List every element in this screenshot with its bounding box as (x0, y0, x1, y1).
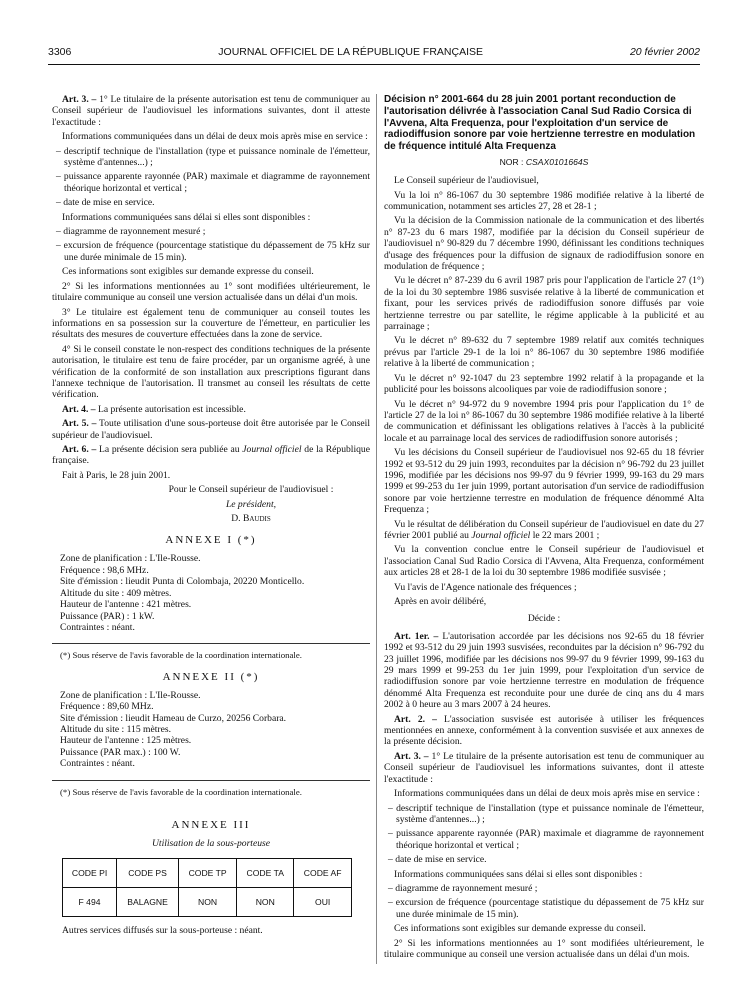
annex-line: Hauteur de l'antenne : 421 mètres. (60, 599, 192, 611)
table-header: CODE TA (237, 858, 294, 887)
paragraph-2: 2° Si les informations mentionnées au 1° sont modifiées ultérieurement, le titulaire communique au conseil une version actualisée dans un délai d'un mois. (384, 937, 704, 960)
list-item: – excursion de fréquence (pourcentage statistique du dépassement de 75 kHz sur une durée minimale de 15 min). (388, 897, 704, 920)
article-2: Art. 2. – L'association susvisée est autorisée à utiliser les fréquences mentionnées en annexe, conformément à la convention susvisée et aux annexes de la présente décision. (384, 713, 704, 748)
decision-title: Décision n° 2001-664 du 28 juin 2001 portant reconduction de l'autorisation délivrée à l'association Canal Sud Radio Corsica di l'Avvena, Alta Frequenza, pour l'exploitation d'un service de radiodiffusion sonore par voie hertzienne terrestre en modulation de fréquence intitulé Alta Frequenza (384, 94, 696, 153)
visa: Vu le décret n° 87-239 du 6 avril 1987 pris pour l'application de l'article 27 (1°) de la loi du 30 septembre 1986 susvisée relative à la liberté de communication et fixant, pour les services privés de radiodiffusion sonore diffusés par voie hertzienne terrestre ou par satellite, le régime applicable à la publicité et au parrainage ; (384, 275, 704, 333)
visa-anf: Vu l'avis de l'Agence nationale des fréquences ; (394, 581, 577, 593)
annex-1-title: ANNEXE I (*) (165, 534, 257, 547)
right-column (384, 94, 704, 963)
annex-line: Altitude du site : 409 mètres. (60, 587, 172, 599)
signatory-name: D. Baudis (231, 513, 271, 524)
info-delay-text: Informations communiquées dans un délai de deux mois après mise en service : (394, 788, 700, 800)
table-cell: NON (237, 887, 294, 916)
visa-journal: Vu le résultat de délibération du Conseil supérieur de l'audiovisuel en date du 27 février 2001 publié au Journal officiel le 22 mars 2001 ; (384, 518, 704, 541)
annex-line: Puissance (PAR) : 1 kW. (60, 610, 155, 622)
visa: Vu les décisions du Conseil supérieur de l'audiovisuel nos 92-65 du 18 février 1992 et 93-512 du 29 juin 1993, reconduites par la décision n° 96-792 du 23 juillet 1996, modifiée par les décisions nos 99-97 du 9 février 1999, 99-163 du 29 mars 1999 et 99-253 du 1er juin 1999, portant autorisation d'un service de radiodiffusion sonore par voie hertzienne terrestre en modulation de fréquence dénommé Alta Frequenza ; (384, 447, 704, 516)
table-cell: NON (179, 887, 237, 916)
intro: Le Conseil supérieur de l'audiovisuel, (394, 175, 539, 187)
annex-line: Puissance (PAR max.) : 100 W. (60, 746, 181, 758)
table-header: CODE PS (117, 858, 179, 887)
article-1: Art. 1er. – L'autorisation accordée par les décisions nos 92-65 du 18 février 1992 et 93-512 du 29 juin 1993 susvisées, reconduites par la décision n° 96-792 du 23 juillet 1996, modifiée par les décisions nos 99-97 du 9 février 1999, 99-163 du 29 mars 1999 et 99-253 du 1er juin 1999, pour l'exploitation d'un service de radiodiffusion sonore par voie hertzienne terrestre en modulation de fréquence dénommé Alta Frequenza est reconduite pour une durée de cinq ans du 4 mars 2002 à 0 heure au 3 mars 2007 à 24 heures. (384, 630, 704, 711)
info-request-text: Ces informations sont exigibles sur demande expresse du conseil. (394, 923, 646, 935)
list-item: – descriptif technique de l'installation (type et puissance nominale de l'émetteur, système d'antennes...) ; (56, 145, 370, 169)
list-item: – date de mise en service. (56, 197, 155, 209)
page-number: 3306 (48, 46, 72, 58)
list-item: – diagramme de rayonnement mesuré ; (56, 226, 206, 238)
list-item: – puissance apparente rayonnée (PAR) maximale et diagramme de rayonnement théorique horizontal et vertical ; (388, 828, 704, 851)
annex-2-title: ANNEXE II (*) (162, 670, 260, 683)
visa: Vu la loi n° 86-1067 du 30 septembre 1986 modifiée relative à la liberté de communication, notamment ses articles 27, 28 et 28-1 ; (384, 189, 704, 213)
visa: Vu la décision de la Commission nationale de la communication et des libertés n° 87-23 du 6 mars 1987, modifiée par la décision du Conseil supérieur de l'audiovisuel n° 90-829 du 7 décembre 1990, définissant les conditions techniques d'usage des fréquences pour la diffusion de signaux de radiodiffusion sonore en modulation de fréquence ; (384, 215, 704, 273)
decide-heading: Décide : (527, 613, 561, 625)
article-3: Art. 3. – 1° Le titulaire de la présente autorisation est tenu de communiquer au Conseil supérieur de l'audiovisuel les informations suivantes, dont il atteste l'exactitude : (384, 750, 704, 785)
visa: Vu le décret n° 89-632 du 7 septembre 1989 relatif aux comités techniques prévus par l'article 29-1 de la loi n° 86-1067 du 30 septembre 1986 modifiée relative à la liberté de communication ; (384, 335, 704, 370)
table-header: CODE AF (294, 858, 352, 887)
table-header: CODE TP (179, 858, 237, 887)
nor-reference: NOR : CSAX0101664S (499, 156, 589, 167)
left-column (52, 94, 370, 939)
table-cell: F 494 (63, 887, 117, 916)
page-header (48, 46, 700, 62)
signature-line-2: Le président, (225, 498, 277, 510)
list-item: – descriptif technique de l'installation (type et puissance nominale de l'émetteur, système d'antennes...) ; (388, 802, 704, 825)
info-delay-list (52, 146, 370, 209)
annex-1-details (52, 553, 370, 633)
annex-2-details (52, 690, 370, 770)
list-item: – date de mise en service. (388, 854, 487, 866)
list-item: – diagramme de rayonnement mesuré ; (388, 882, 538, 894)
annex-3-subtitle: Utilisation de la sous-porteuse (151, 838, 271, 850)
paragraph-2: 2° Si les informations mentionnées au 1° sont modifiées ultérieurement, le titulaire communique au conseil une version actualisée dans un délai d'un mois. (52, 280, 370, 304)
annex-line: Zone de planification : L'Ile-Rousse. (60, 689, 201, 701)
table-header: CODE PI (63, 858, 117, 887)
deliberation: Après en avoir délibéré, (394, 596, 487, 608)
table-row (63, 887, 352, 916)
paragraph-3: 3° Le titulaire est également tenu de communiquer au conseil toutes les informations en sa possession sur la couverture de l'émetteur, en particulier les résultats des mesures de couverture effectuées dans la zone de service. (52, 306, 370, 341)
visa: Vu le décret n° 92-1047 du 23 septembre 1992 relatif à la propagande et la publicité pour les boissons alcooliques par voie de radiodiffusion sonore ; (384, 372, 704, 396)
footnote-rule (52, 780, 370, 781)
table-cell: BALAGNE (117, 887, 179, 916)
info-request-text: Ces informations sont exigibles sur demande expresse du conseil. (62, 266, 314, 278)
info-nodelay-list (52, 226, 370, 263)
header-rule (48, 64, 700, 65)
visa-convention: Vu la convention conclue entre le Conseil supérieur de l'audiovisuel et l'association Canal Sud Radio Corsica di l'Avvena, Alta Frequenza, conformément aux articles 28 et 28-1 de la loi du 30 septembre 1986 modifiée susvisée ; (384, 544, 704, 579)
info-delay-text: Informations communiquées dans un délai de deux mois après mise en service : (62, 131, 368, 143)
journal-title: JOURNAL OFFICIEL DE LA RÉPUBLIQUE FRANÇAISE (218, 46, 483, 58)
info-nodelay-text: Informations communiquées sans délai si elles sont disponibles : (394, 868, 643, 880)
list-item: – puissance apparente rayonnée (PAR) maximale et diagramme de rayonnement théorique horizontal et vertical ; (56, 171, 370, 194)
annex-line: Hauteur de l'antenne : 125 mètres. (60, 735, 192, 747)
subcarrier-table (62, 858, 352, 917)
info-delay-list (384, 803, 704, 866)
info-nodelay-text: Informations communiquées sans délai si elles sont disponibles : (62, 211, 311, 223)
annex-line: Contraintes : néant. (60, 758, 135, 770)
article-3: Art. 3. – 1° Le titulaire de la présente autorisation est tenu de communiquer au Conseil supérieur de l'audiovisuel les informations suivantes, dont il atteste l'exactitude : (52, 94, 370, 128)
paragraph-4: 4° Si le conseil constate le non-respect des conditions techniques de la présente autorisation, le titulaire est tenu de faire procéder, par un organisme agréé, à une vérification de la conformité de son installation aux prescriptions figurant dans l'annexe technique de l'autorisation. Il transmet au conseil les résultats de cette vérification. (52, 343, 370, 401)
subcarrier-note: Autres services diffusés sur la sous-porteuse : néant. (62, 924, 263, 936)
list-item: – excursion de fréquence (pourcentage statistique du dépassement de 75 kHz sur une durée minimale de 15 min). (56, 240, 370, 263)
table-header-row (63, 858, 352, 887)
annex-line: Fréquence : 89,60 MHz. (60, 701, 154, 713)
signature-line-1: Pour le Conseil supérieur de l'audiovisuel : (168, 484, 334, 496)
table-cell: OUI (294, 887, 352, 916)
annex-2-footnote: (*) Sous réserve de l'avis favorable de la coordination internationale. (60, 786, 302, 797)
signing-place-date: Fait à Paris, le 28 juin 2001. (62, 469, 171, 481)
annex-line: Fréquence : 98,6 MHz. (60, 564, 149, 576)
article-4: Art. 4. – La présente autorisation est incessible. (62, 403, 246, 415)
column-divider (376, 94, 377, 964)
annex-3-title: ANNEXE III (171, 819, 251, 832)
issue-date: 20 février 2002 (629, 46, 700, 58)
annex-1-footnote: (*) Sous réserve de l'avis favorable de la coordination internationale. (60, 650, 302, 661)
article-5: Art. 5. – Toute utilisation d'une sous-porteuse doit être autorisée par le Conseil supérieur de l'audiovisuel. (52, 418, 370, 441)
visa: Vu le décret n° 94-972 du 9 novembre 1994 pris pour l'application du 1° de l'article 27 de la loi n° 86-1067 du 30 septembre 1986 modifiée relative à la liberté de communication et définissant les obligations relatives à l'accès à la publicité locale et au parrainage local des services de radiodiffusion sonore autorisés ; (384, 398, 704, 444)
annex-line: Site d'émission : lieudit Punta di Colombaja, 20220 Monticello. (60, 576, 305, 588)
footnote-rule (52, 643, 370, 644)
annex-line: Contraintes : néant. (60, 621, 135, 633)
info-nodelay-list (384, 883, 704, 920)
annex-line: Zone de planification : L'Ile-Rousse. (60, 553, 201, 565)
article-6: Art. 6. – La présente décision sera publiée au Journal officiel de la République française. (52, 443, 370, 467)
annex-line: Altitude du site : 115 mètres. (60, 724, 172, 736)
annex-line: Site d'émission : lieudit Hameau de Curzo, 20256 Corbara. (60, 712, 287, 724)
